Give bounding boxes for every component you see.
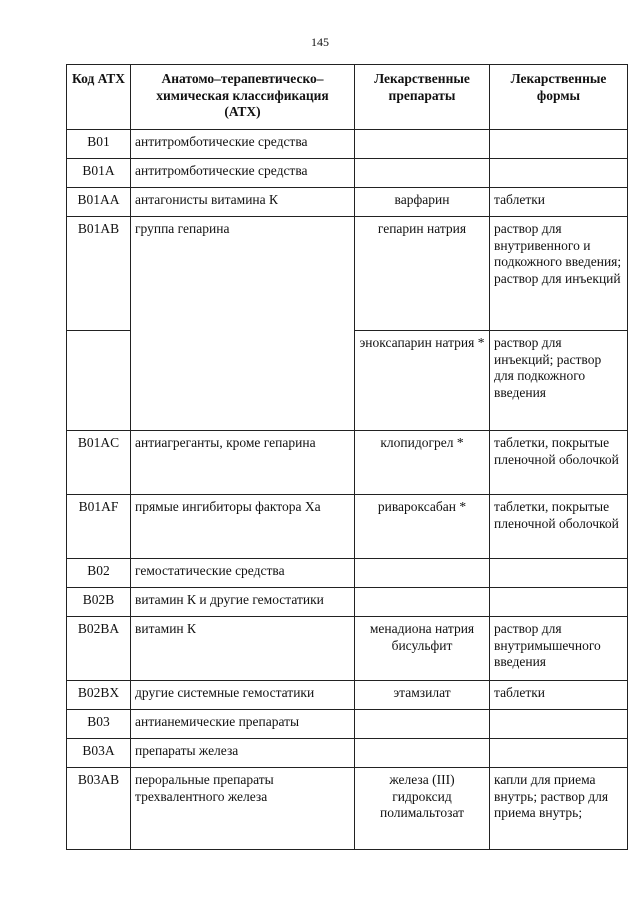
dosage-form-cell: раствор для внутривенного и подкожного введения; раствор для инъекций xyxy=(490,217,628,331)
preparation-cell: этамзилат xyxy=(355,681,490,710)
classification-cell: препараты железа xyxy=(131,739,355,768)
preparation-cell xyxy=(355,130,490,159)
preparation-cell xyxy=(355,559,490,588)
preparation-cell xyxy=(355,710,490,739)
atx-code-cell: B02BX xyxy=(67,681,131,710)
dosage-form-cell: таблетки, покрытые пленочной оболочкой xyxy=(490,495,628,559)
preparation-cell: клопидогрел * xyxy=(355,431,490,495)
table-row xyxy=(67,739,628,768)
atx-code-cell: B01A xyxy=(67,159,131,188)
header-preparations xyxy=(355,65,490,130)
table-row xyxy=(67,710,628,739)
header-classification-line: Анатомо–терапевтическо– xyxy=(161,71,324,86)
header-forms xyxy=(490,65,628,130)
classification-cell: гемостатические средства xyxy=(131,559,355,588)
preparation-cell: варфарин xyxy=(355,188,490,217)
preparation-cell xyxy=(355,588,490,617)
atx-code-cell: B03A xyxy=(67,739,131,768)
atx-code-cell: B02BA xyxy=(67,617,131,681)
header-preparations-line: Лекарственные xyxy=(374,71,470,86)
classification-cell: витамин К xyxy=(131,617,355,681)
preparation-cell: менадиона натрия бисульфит xyxy=(355,617,490,681)
header-classification xyxy=(131,65,355,130)
dosage-form-cell xyxy=(490,130,628,159)
classification-cell: антагонисты витамина К xyxy=(131,188,355,217)
table-row xyxy=(67,188,628,217)
table-row xyxy=(67,130,628,159)
page-number: 145 xyxy=(311,35,329,49)
table-header-row xyxy=(67,65,628,130)
header-forms-line: Лекарственные xyxy=(510,71,607,86)
dosage-form-cell xyxy=(490,559,628,588)
table-row xyxy=(67,159,628,188)
dosage-form-cell xyxy=(490,588,628,617)
classification-cell: антиагреганты, кроме гепарина xyxy=(131,431,355,495)
atx-table xyxy=(66,64,628,850)
table-row xyxy=(67,617,628,681)
preparation-cell xyxy=(355,159,490,188)
classification-cell: антитромботические средства xyxy=(131,159,355,188)
preparation-cell xyxy=(355,739,490,768)
atx-code-cell: B01AB xyxy=(67,217,131,331)
classification-cell: другие системные гемостатики xyxy=(131,681,355,710)
atx-code-cell: B02 xyxy=(67,559,131,588)
dosage-form-cell: таблетки xyxy=(490,188,628,217)
header-preparations-line: препараты xyxy=(388,87,456,103)
dosage-form-cell: таблетки, покрытые пленочной оболочкой xyxy=(490,431,628,495)
header-classification-line: химическая классификация xyxy=(156,87,329,103)
dosage-form-cell: таблетки xyxy=(490,681,628,710)
header-forms-line: формы xyxy=(536,87,581,103)
table-row xyxy=(67,431,628,495)
dosage-form-cell xyxy=(490,739,628,768)
table-row xyxy=(67,681,628,710)
header-code: Код АТХ xyxy=(67,65,131,130)
header-classification-line: (АТХ) xyxy=(224,104,261,119)
table-row xyxy=(67,588,628,617)
atx-code-cell: B01AA xyxy=(67,188,131,217)
classification-cell: пероральные препараты трехвалентного железа xyxy=(131,768,355,850)
preparation-cell: эноксапарин натрия * xyxy=(355,331,490,431)
preparation-cell: гепарин натрия xyxy=(355,217,490,331)
table-row xyxy=(67,768,628,850)
atx-code-cell: B01AC xyxy=(67,431,131,495)
dosage-form-cell xyxy=(490,710,628,739)
atx-code-cell xyxy=(67,331,131,431)
atx-code-cell: B03 xyxy=(67,710,131,739)
table-row xyxy=(67,559,628,588)
classification-cell: витамин К и другие гемостатики xyxy=(131,588,355,617)
preparation-cell: ривароксабан * xyxy=(355,495,490,559)
atx-code-cell: B01 xyxy=(67,130,131,159)
classification-cell: прямые ингибиторы фактора Xa xyxy=(131,495,355,559)
atx-code-cell: B01AF xyxy=(67,495,131,559)
classification-cell: антианемические препараты xyxy=(131,710,355,739)
classification-cell: группа гепарина xyxy=(131,217,355,431)
preparation-cell: железа (III) гидроксид полимальтозат xyxy=(355,768,490,850)
classification-cell: антитромботические средства xyxy=(131,130,355,159)
atx-code-cell: B03AB xyxy=(67,768,131,850)
table-row xyxy=(67,217,628,331)
dosage-form-cell: раствор для внутримышечного введения xyxy=(490,617,628,681)
dosage-form-cell: капли для приема внутрь; раствор для приема внутрь; xyxy=(490,768,628,850)
dosage-form-cell xyxy=(490,159,628,188)
table-row xyxy=(67,495,628,559)
atx-code-cell: B02B xyxy=(67,588,131,617)
dosage-form-cell: раствор для инъекций; раствор для подкожного введения xyxy=(490,331,628,431)
